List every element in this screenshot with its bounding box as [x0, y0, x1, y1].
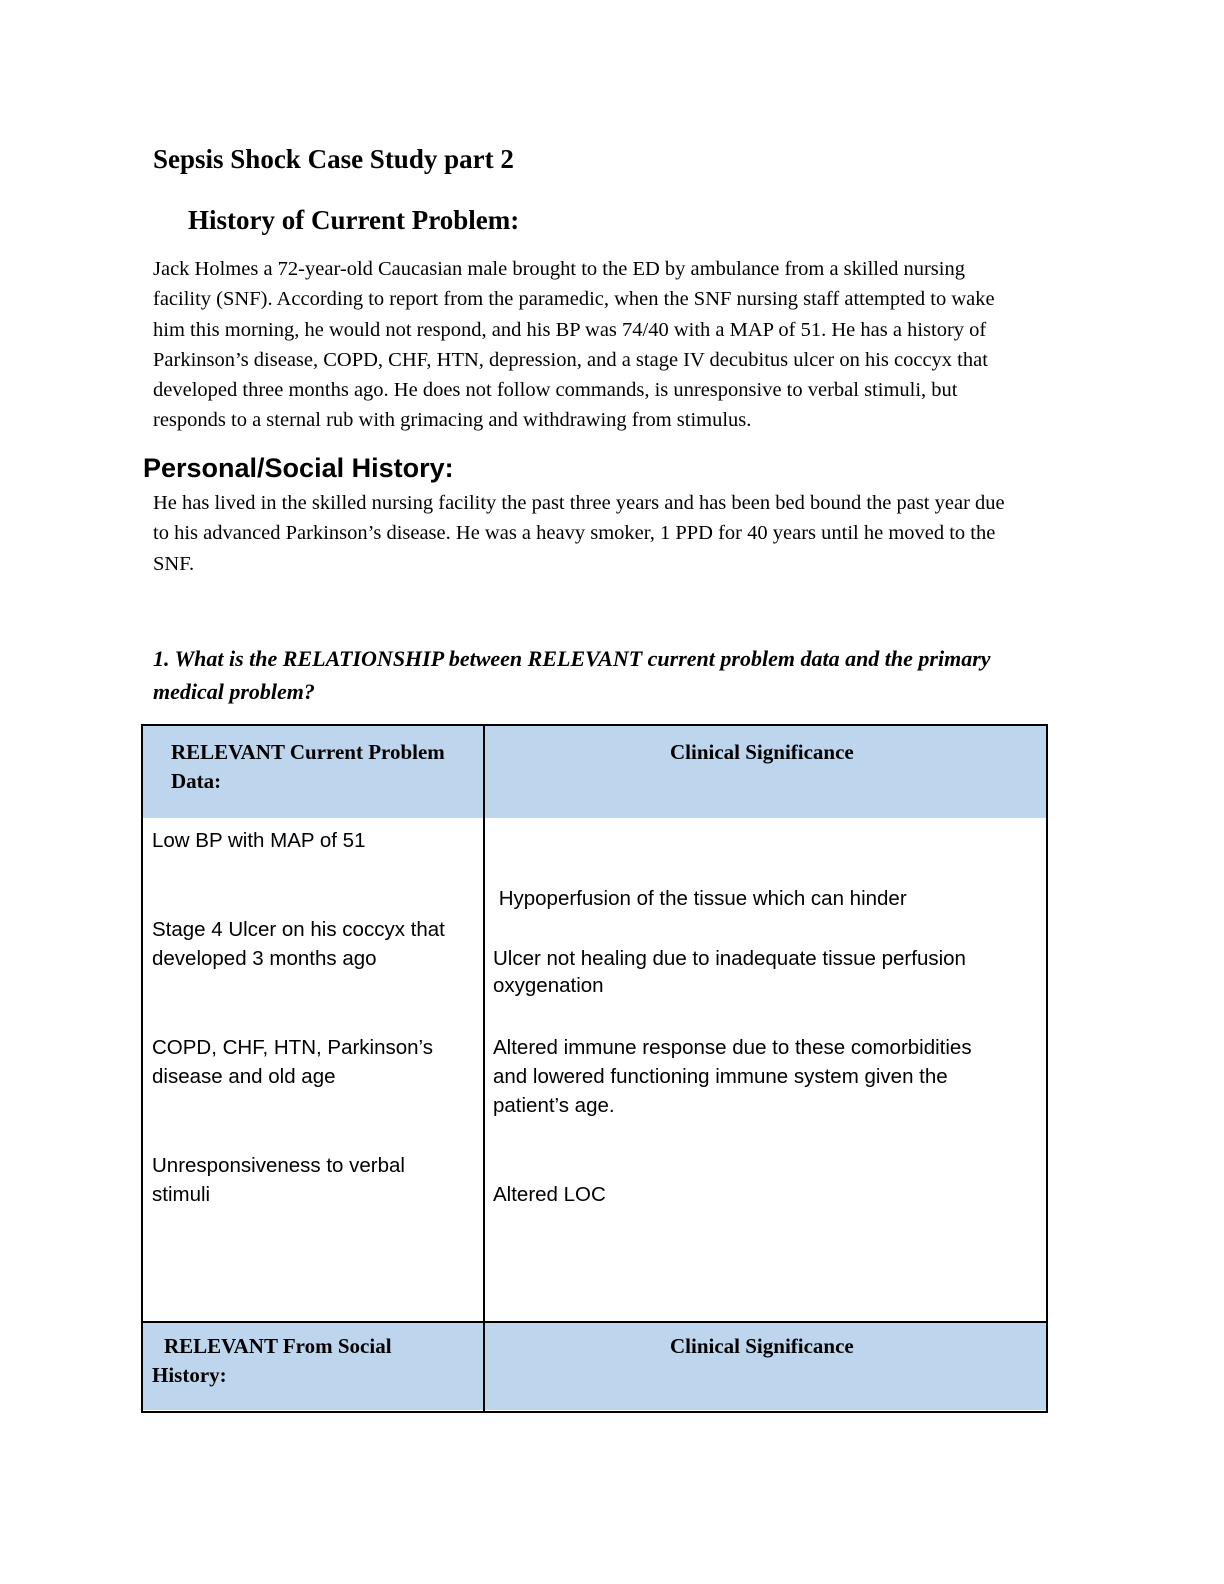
history-line: him this morning, he would not respond, and his BP was 74/40 with a MAP of 51. He has a history of — [153, 318, 987, 341]
header-line: History: — [152, 1363, 227, 1387]
header-relevant-social — [152, 1332, 392, 1390]
table-cell-data — [152, 915, 445, 973]
social-line: to his advanced Parkinson’s disease. He was a heavy smoker, 1 PPD for 40 years until he moved to the — [153, 522, 996, 545]
table-cell-data — [152, 1033, 433, 1091]
header-line: RELEVANT Current Problem — [171, 740, 445, 764]
history-line: Jack Holmes a 72-year-old Caucasian male brought to the ED by ambulance from a skilled nursing — [153, 258, 965, 280]
cell-line: patient’s age. — [493, 1094, 615, 1117]
social-history-paragraph — [153, 488, 1073, 579]
table-cell-significance — [493, 944, 966, 973]
question-line: medical problem? — [153, 679, 315, 704]
column-divider — [483, 726, 485, 1411]
cell-line: Altered immune response due to these comorbidities — [493, 1036, 972, 1059]
table-cell-significance — [493, 826, 907, 1058]
question-1 — [153, 642, 1073, 708]
social-history-heading: Personal/Social History: — [143, 453, 454, 483]
table-cell-data — [152, 1151, 405, 1209]
cell-line: Ulcer not healing due to inadequate tissue perfusion — [493, 947, 966, 970]
cell-line: oxygenation — [493, 974, 604, 997]
cell-line: and lowered functioning immune system given the — [493, 1065, 948, 1088]
relevant-data-table — [141, 724, 1048, 1413]
table-cell-significance — [493, 1033, 972, 1120]
history-line: responds to a sternal rub with grimacing and withdrawing from stimulus. — [153, 409, 752, 432]
social-line: SNF. — [153, 552, 195, 575]
history-paragraph — [153, 254, 1073, 436]
question-line: 1. What is the RELATIONSHIP between RELEVANT current problem data and the primary — [153, 646, 991, 671]
cell-line: COPD, CHF, HTN, Parkinson’s — [152, 1036, 433, 1059]
history-line: developed three months ago. He does not follow commands, is unresponsive to verbal stimuli, but — [153, 379, 958, 402]
history-heading: History of Current Problem: — [188, 205, 520, 235]
cell-line: Stage 4 Ulcer on his coccyx that — [152, 918, 445, 941]
cell-line: Altered LOC — [493, 1183, 606, 1206]
cell-line: Hypoperfusion of the tissue which can hinder — [493, 887, 907, 910]
cell-line: developed 3 months ago — [152, 947, 377, 970]
header-line: Data: — [171, 769, 222, 793]
cell-line: stimuli — [152, 1183, 211, 1206]
cell-line: Unresponsiveness to verbal — [152, 1154, 405, 1177]
footer-clinical-significance: Clinical Significance — [670, 1334, 854, 1358]
table-cell-data — [152, 826, 365, 855]
header-clinical-significance: Clinical Significance — [670, 740, 854, 764]
header-relevant-data — [171, 738, 445, 796]
document-title: Sepsis Shock Case Study part 2 — [153, 144, 514, 174]
social-line: He has lived in the skilled nursing facility the past three years and has been bed bound the past year due — [153, 492, 1005, 514]
cell-line: disease and old age — [152, 1065, 336, 1088]
header-line: RELEVANT From Social — [164, 1334, 392, 1358]
history-line: Parkinson’s disease, COPD, CHF, HTN, depression, and a stage IV decubitus ulcer on his coccyx that — [153, 348, 988, 371]
cell-line: Low BP with MAP of 51 — [152, 829, 366, 852]
table-cell-significance — [493, 1180, 606, 1209]
history-line: facility (SNF). According to report from the paramedic, when the SNF nursing staff attempted to wake — [153, 288, 995, 311]
